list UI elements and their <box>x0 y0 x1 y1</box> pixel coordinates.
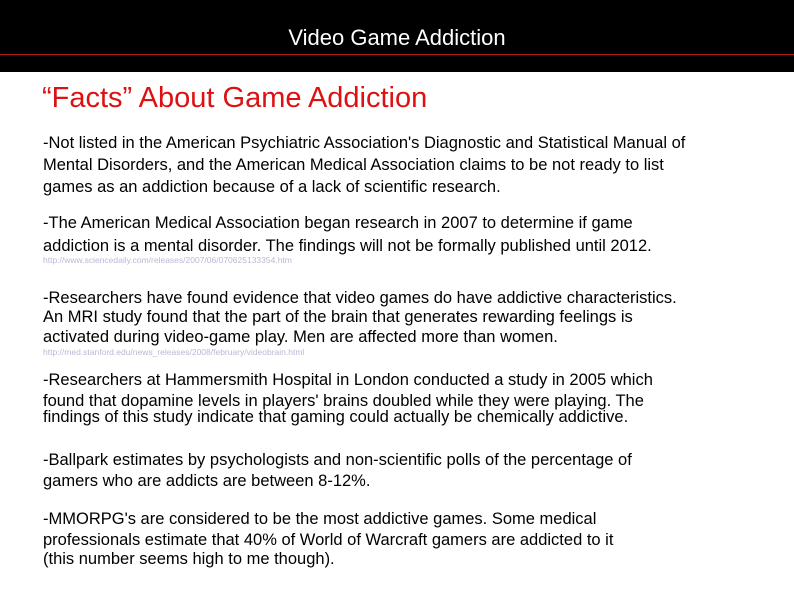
bullet-6-line-1: -MMORPG's are considered to be the most addictive games. Some medical <box>43 510 597 528</box>
bullet-4-line-1: -Researchers at Hammersmith Hospital in London conducted a study in 2005 which <box>43 371 653 389</box>
bullet-6-line-2: professionals estimate that 40% of World of Warcraft gamers are addicted to it <box>43 531 614 549</box>
bullet-2-source-link[interactable]: http://www.sciencedaily.com/releases/2007/06/070625133354.htm <box>43 255 292 265</box>
bullet-3-source-link[interactable]: http://med.stanford.edu/news_releases/2008/february/videobrain.html <box>43 347 305 357</box>
slide-heading: “Facts” About Game Addiction <box>42 82 428 114</box>
bullet-4-line-3: findings of this study indicate that gaming could actually be chemically addictive. <box>43 408 629 426</box>
bullet-3-line-1: -Researchers have found evidence that video games do have addictive characteristics. <box>43 289 677 307</box>
bullet-6-line-3: (this number seems high to me though). <box>43 550 335 568</box>
bullet-1-line-2: Mental Disorders, and the American Medical Association claims to be not ready to list <box>43 156 664 174</box>
bullet-5-line-2: gamers who are addicts are between 8-12%. <box>43 472 371 490</box>
bullet-4-line-2: found that dopamine levels in players' brains doubled while they were playing. The <box>43 392 644 410</box>
bullet-5-line-1: -Ballpark estimates by psychologists and non-scientific polls of the percentage of <box>43 451 632 469</box>
bullet-3-line-2: An MRI study found that the part of the brain that generates rewarding feelings is <box>43 308 633 326</box>
slide-title: Video Game Addiction <box>288 25 506 50</box>
bullet-1-line-1: -Not listed in the American Psychiatric Association's Diagnostic and Statistical Manual of <box>43 134 686 152</box>
bullet-3-line-3: activated during video-game play. Men are affected more than women. <box>43 328 558 346</box>
bullet-2-line-2: addiction is a mental disorder. The findings will not be formally published until 2012. <box>43 237 652 255</box>
title-bar <box>0 0 794 72</box>
title-divider <box>0 54 794 55</box>
bullet-2-line-1: -The American Medical Association began research in 2007 to determine if game <box>43 214 633 232</box>
bullet-1-line-3: games as an addiction because of a lack of scientific research. <box>43 178 501 196</box>
